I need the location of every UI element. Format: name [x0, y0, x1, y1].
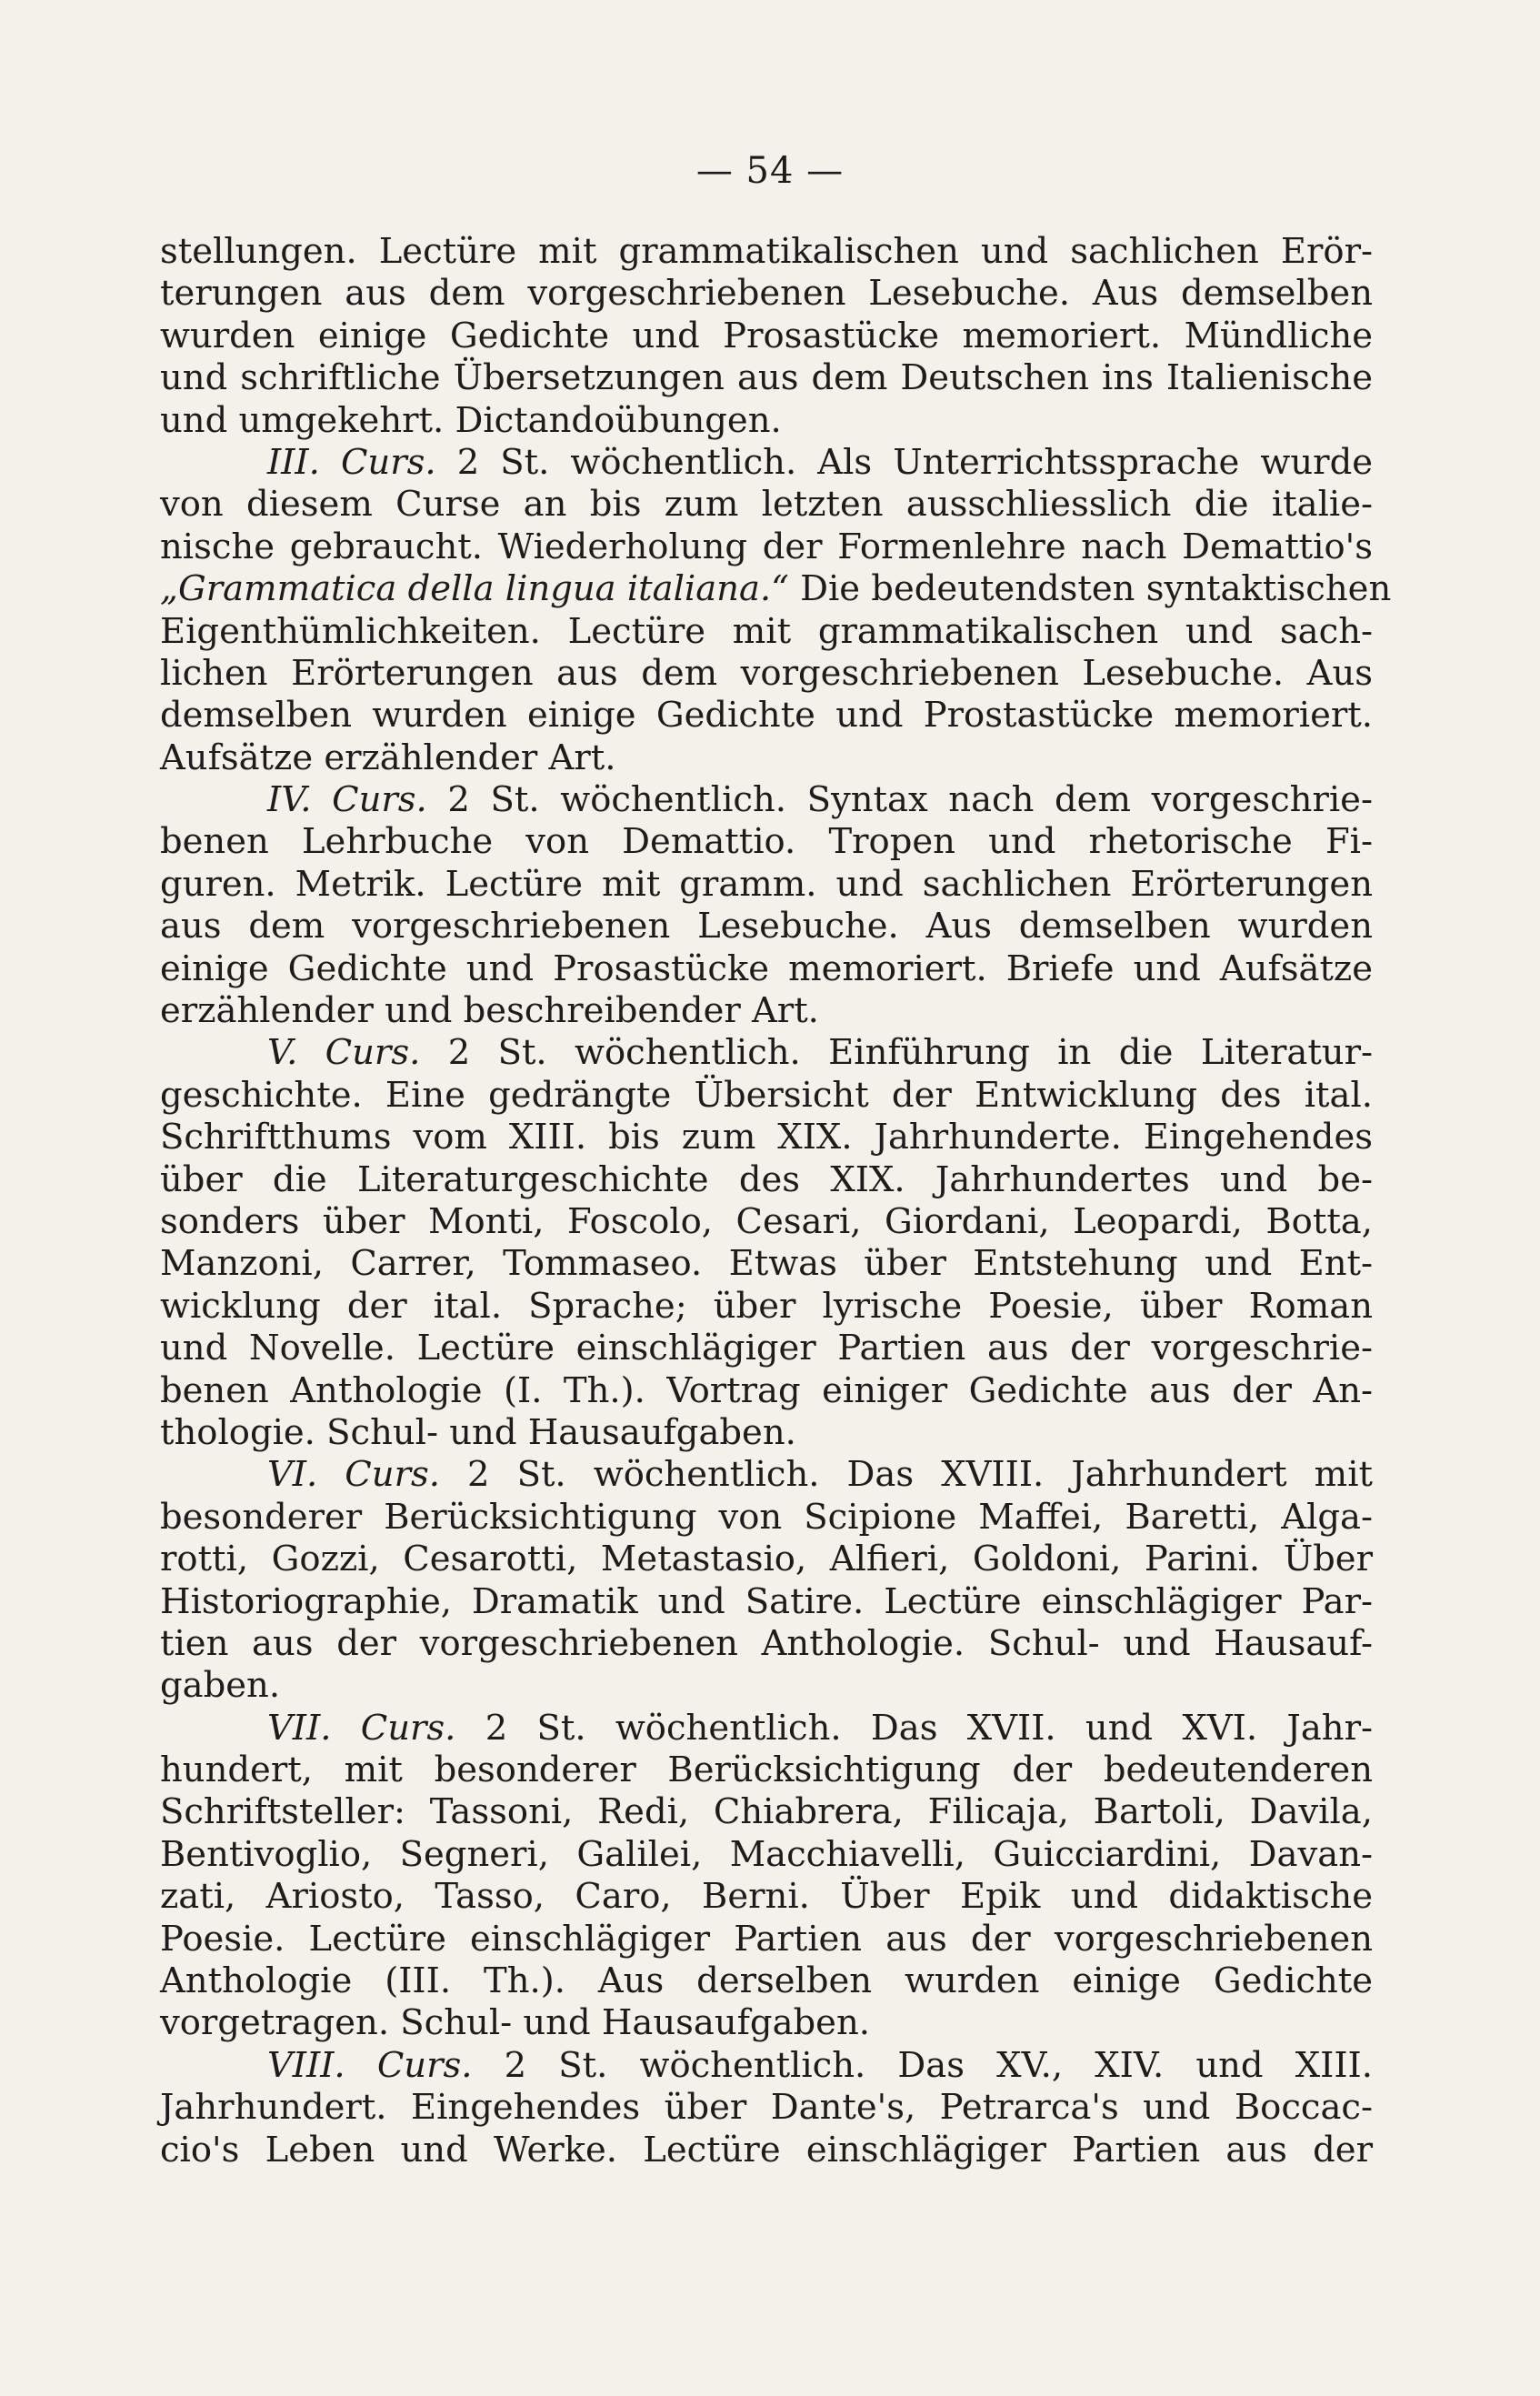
text-line: sonders über Monti, Foscolo, Cesari, Giordani, Leopardi, Botta, [160, 1200, 1373, 1242]
text-line: besonderer Berücksichtigung von Scipione Maffei, Baretti, Alga- [160, 1496, 1373, 1538]
text-line: thologie. Schul- und Hausaufgaben. [160, 1411, 796, 1453]
text-line: aus dem vorgeschriebenen Lesebuche. Aus demselben wurden [160, 906, 1373, 947]
text-line: vorgetragen. Schul- und Hausaufgaben. [160, 2002, 870, 2044]
text-line: Jahrhundert. Eingehendes über Dante's, Petrarca's und Boccac- [160, 2087, 1373, 2129]
section-heading-line [160, 1454, 1373, 1496]
text-line: Schriftsteller: Tassoni, Redi, Chiabrera, Filicaja, Bartoli, Davila, [160, 1791, 1373, 1833]
section-label-iii: III. Curs. [267, 441, 436, 483]
page-number: — 54 — [695, 150, 845, 192]
section-heading-line [160, 779, 1373, 821]
section-text: 2 St. wöchentlich. Das XV., XIV. und XIII. [472, 2044, 1373, 2086]
text-line-with-title [160, 568, 1392, 610]
text-line: einige Gedichte und Prosastücke memoriert. Briefe und Aufsätze [160, 947, 1373, 989]
section-heading-line [160, 2045, 1373, 2087]
body-text [160, 231, 1392, 2171]
text-line: und Novelle. Lectüre einschlägiger Partien aus der vorgeschrie- [160, 1328, 1373, 1369]
text-line: und umgekehrt. Dictandoübungen. [160, 399, 782, 441]
text-line: lichen Erörterungen aus dem vorgeschriebenen Lesebuche. Aus [160, 652, 1373, 694]
text-line: Bentivoglio, Segneri, Galilei, Macchiavelli, Guicciardini, Davan- [160, 1833, 1373, 1875]
text-line: zati, Ariosto, Tasso, Caro, Berni. Über Epik und didaktische [160, 1876, 1373, 1918]
section-heading-line [160, 442, 1373, 484]
text-line: von diesem Curse an bis zum letzten ausschliesslich die italie- [160, 484, 1373, 526]
text-line: gaben. [160, 1665, 281, 1707]
text-line: terungen aus dem vorgeschriebenen Lesebuche. Aus demselben [160, 273, 1373, 315]
line-remainder: Die bedeutendsten syntaktischen [788, 568, 1392, 610]
text-line: und schriftliche Übersetzungen aus dem Deutschen ins Italienische [160, 357, 1373, 399]
text-line: erzählender und beschreibender Art. [160, 990, 819, 1032]
text-line: hundert, mit besonderer Berücksichtigung der bedeutenderen [160, 1749, 1373, 1791]
text-line: nische gebraucht. Wiederholung der Formenlehre nach Demattio's [160, 526, 1373, 567]
section-label-iv: IV. Curs. [267, 779, 427, 821]
text-line: Anthologie (III. Th.). Aus derselben wurden einige Gedichte [160, 1960, 1373, 2002]
text-line: Poesie. Lectüre einschlägiger Partien aus der vorgeschriebenen [160, 1918, 1373, 1960]
section-heading-line [160, 1708, 1373, 1749]
section-label-vii: VII. Curs. [267, 1707, 456, 1749]
text-line: cio's Leben und Werke. Lectüre einschlägiger Partien aus der [160, 2129, 1373, 2170]
section-label-viii: VIII. Curs. [267, 2044, 473, 2086]
text-line: Eigenthümlichkeiten. Lectüre mit grammatikalischen und sach- [160, 610, 1373, 652]
text-line: Schriftthums vom XIII. bis zum XIX. Jahrhunderte. Eingehendes [160, 1117, 1373, 1158]
text-line: benen Lehrbuche von Demattio. Tropen und rhetorische Fi- [160, 821, 1373, 863]
text-line: wurden einige Gedichte und Prosastücke memoriert. Mündliche [160, 315, 1373, 356]
section-text: 2 St. wöchentlich. Als Unterrichtssprache wurde [435, 441, 1373, 483]
section-text: 2 St. wöchentlich. Syntax nach dem vorgeschrie- [426, 779, 1373, 821]
text-line: tien aus der vorgeschriebenen Anthologie. Schul- und Hausauf- [160, 1622, 1373, 1664]
text-line: Historiographie, Dramatik und Satire. Lectüre einschlägiger Par- [160, 1580, 1373, 1622]
text-line: demselben wurden einige Gedichte und Prostastücke memoriert. [160, 695, 1373, 737]
section-text: 2 St. wöchentlich. Das XVIII. Jahrhundert mit [439, 1454, 1373, 1496]
text-line: benen Anthologie (I. Th.). Vortrag einiger Gedichte aus der An- [160, 1369, 1373, 1411]
text-line: Manzoni, Carrer, Tommaseo. Etwas über Entstehung und Ent- [160, 1243, 1373, 1285]
section-heading-line [160, 1032, 1373, 1074]
text-line: wicklung der ital. Sprache; über lyrische Poesie, über Roman [160, 1285, 1373, 1327]
text-line: Aufsätze erzählender Art. [160, 737, 616, 778]
text-line: guren. Metrik. Lectüre mit gramm. und sachlichen Erörterungen [160, 863, 1373, 905]
text-line: über die Literaturgeschichte des XIX. Jahrhundertes und be- [160, 1158, 1373, 1200]
book-title: „Grammatica della lingua italiana.“ [160, 568, 789, 610]
text-line: stellungen. Lectüre mit grammatikalischen und sachlichen Erör- [160, 231, 1373, 272]
section-text: 2 St. wöchentlich. Das XVII. und XVI. Jahr- [455, 1707, 1373, 1749]
text-line: geschichte. Eine gedrängte Übersicht der Entwicklung des ital. [160, 1074, 1373, 1116]
section-label-vi: VI. Curs. [267, 1454, 440, 1496]
section-label-v: V. Curs. [267, 1032, 421, 1074]
text-line: rotti, Gozzi, Cesarotti, Metastasio, Alfieri, Goldoni, Parini. Über [160, 1539, 1373, 1580]
section-text: 2 St. wöchentlich. Einführung in die Literatur- [420, 1032, 1374, 1074]
